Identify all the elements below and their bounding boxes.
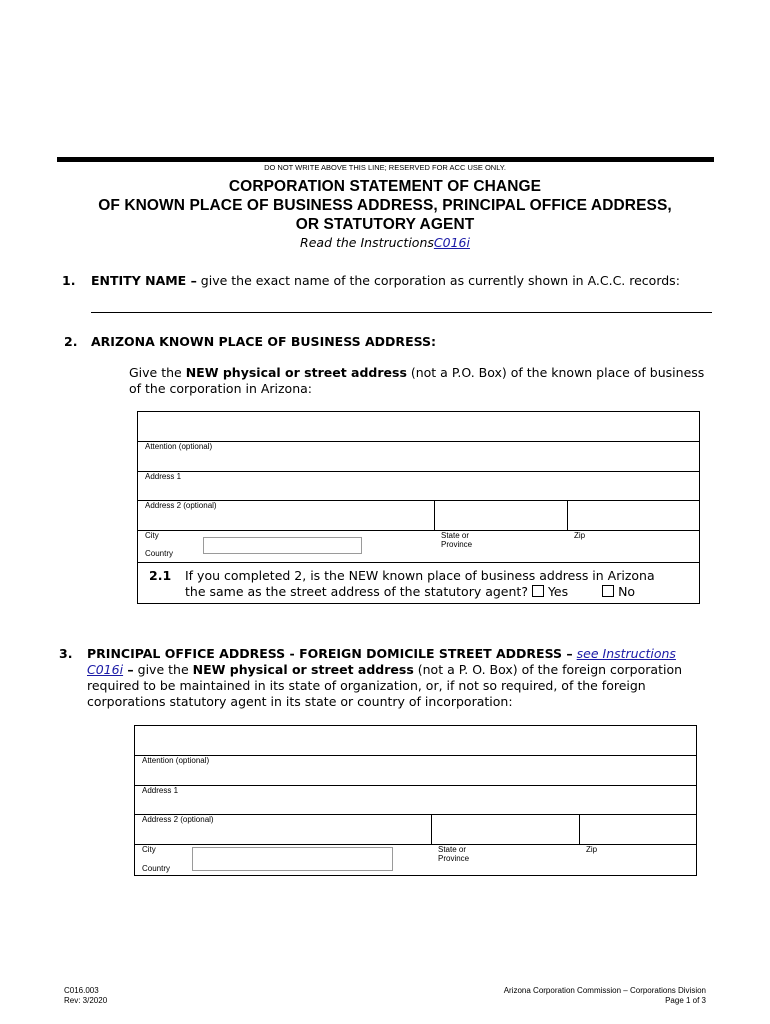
see-instructions-link[interactable]: see Instructions	[576, 646, 676, 661]
read-instructions-text: Read the Instructions	[300, 235, 434, 250]
read-instructions	[0, 235, 770, 250]
section-1-label	[91, 273, 680, 288]
section-2-address-box	[137, 411, 700, 604]
divider	[138, 500, 699, 501]
divider	[138, 530, 699, 531]
attention-label: Attention (optional)	[142, 756, 210, 765]
revision: Rev: 3/2020	[64, 996, 108, 1005]
section-2-description	[129, 365, 704, 380]
question-2-1-line-1: If you completed 2, is the NEW known place of business address in Arizona	[185, 568, 655, 583]
page-number: Page 1 of 3	[665, 996, 706, 1005]
divider	[434, 500, 435, 530]
section-3-heading-line	[87, 646, 676, 661]
agency-name: Arizona Corporation Commission – Corporations Division	[503, 986, 706, 995]
divider	[135, 755, 696, 756]
section-2-desc-post: (not a P.O. Box) of the known place of business	[406, 365, 705, 380]
no-label: No	[618, 584, 636, 599]
state-label-line-2: Province	[438, 854, 470, 863]
form-code: C016.003	[64, 986, 99, 995]
section-2-top-field[interactable]	[138, 412, 699, 441]
address-2-label: Address 2 (optional)	[145, 501, 217, 510]
address-1-label: Address 1	[142, 786, 179, 795]
state-label	[441, 531, 472, 549]
section-2-desc-bold: NEW physical or street address	[185, 365, 407, 380]
entity-name-field[interactable]	[91, 312, 712, 313]
country-label: Country	[142, 864, 171, 873]
section-3-line-3: required to be maintained in its state of organization, or, if not so required, of the foreign	[87, 678, 646, 693]
section-2-heading: ARIZONA KNOWN PLACE OF BUSINESS ADDRESS:	[91, 334, 437, 349]
country-label: Country	[145, 549, 174, 558]
section-3-address-box	[134, 725, 697, 876]
question-2-1-text: the same as the street address of the statutory agent?	[185, 584, 528, 599]
title-line-3: OR STATUTORY AGENT	[295, 216, 475, 233]
city-label: City	[142, 845, 156, 854]
zip-label: Zip	[574, 531, 586, 540]
section-3-line-2-pre: give the	[133, 662, 193, 677]
attention-label: Attention (optional)	[145, 442, 213, 451]
divider	[138, 562, 699, 563]
section-2-desc-pre: Give the	[129, 365, 186, 380]
country-select[interactable]	[203, 537, 362, 554]
section-3-number: 3.	[59, 646, 73, 661]
section-2-number: 2.	[64, 334, 78, 349]
zip-label: Zip	[586, 845, 598, 854]
divider	[567, 500, 568, 530]
address-1-label: Address 1	[145, 472, 182, 481]
question-2-1-line-2	[185, 584, 635, 599]
divider	[579, 814, 580, 844]
divider	[431, 814, 432, 844]
state-label	[438, 845, 469, 863]
yes-checkbox[interactable]	[532, 585, 544, 597]
instructions-code-link[interactable]: C016i	[87, 662, 124, 677]
divider	[135, 844, 696, 845]
divider	[135, 814, 696, 815]
yes-label: Yes	[547, 584, 569, 599]
no-checkbox[interactable]	[602, 585, 614, 597]
state-label-line-1: State or	[441, 531, 470, 540]
entity-name-instruction: give the exact name of the corporation as currently shown in A.C.C. records:	[196, 273, 680, 288]
section-3-line-2-post: (not a P. O. Box) of the foreign corporation	[413, 662, 683, 677]
country-select[interactable]	[192, 847, 393, 871]
section-3-heading: PRINCIPAL OFFICE ADDRESS - FOREIGN DOMICILE STREET ADDRESS –	[87, 646, 573, 661]
title-line-2: OF KNOWN PLACE OF BUSINESS ADDRESS, PRINCIPAL OFFICE ADDRESS,	[98, 197, 672, 214]
reserved-note: DO NOT WRITE ABOVE THIS LINE; RESERVED FOR ACC USE ONLY.	[264, 163, 506, 172]
section-3-dash: –	[123, 662, 134, 677]
state-label-line-2: Province	[441, 540, 473, 549]
section-3-top-field[interactable]	[135, 726, 696, 755]
instructions-link[interactable]: C016i	[433, 235, 470, 250]
state-label-line-1: State or	[438, 845, 467, 854]
divider	[138, 471, 699, 472]
question-2-1-number: 2.1	[149, 568, 172, 583]
section-3-line-4: corporations statutory agent in its state or country of incorporation:	[87, 694, 513, 709]
section-3-line-2	[87, 662, 682, 677]
section-3-line-2-bold: NEW physical or street address	[192, 662, 414, 677]
section-2-description-line-2: of the corporation in Arizona:	[129, 381, 313, 396]
address-2-label: Address 2 (optional)	[142, 815, 214, 824]
title-line-1: CORPORATION STATEMENT OF CHANGE	[228, 178, 542, 195]
divider	[135, 785, 696, 786]
section-1-number: 1.	[62, 273, 76, 288]
entity-name-label: ENTITY NAME –	[91, 273, 197, 288]
divider	[138, 441, 699, 442]
city-label: City	[145, 531, 159, 540]
top-rule	[57, 157, 714, 162]
